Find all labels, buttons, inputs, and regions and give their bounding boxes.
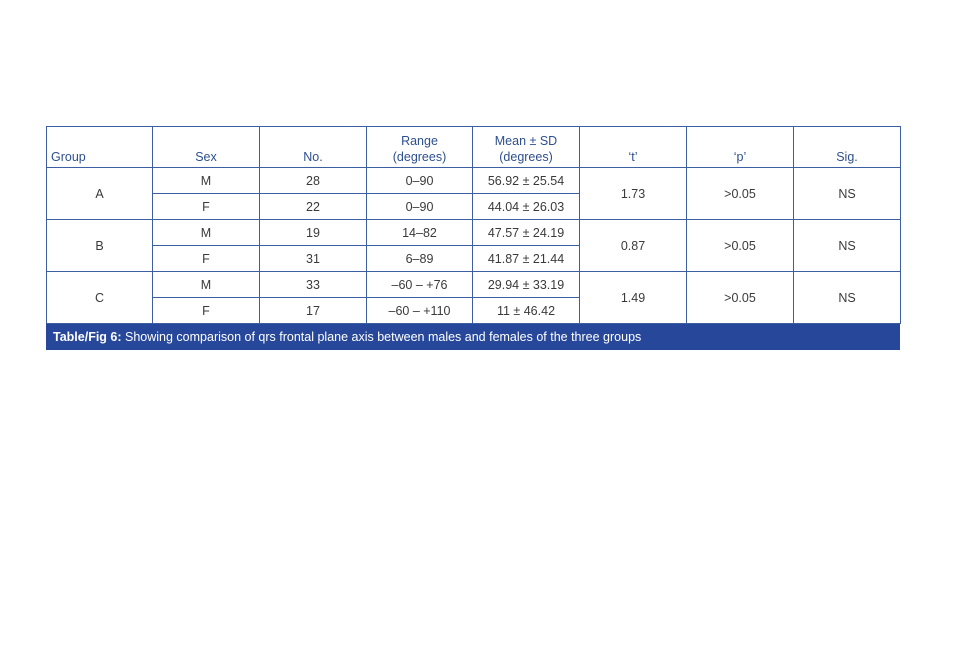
sig-cell: NS	[794, 168, 901, 220]
header-p: ‘p’	[687, 127, 794, 168]
no-cell: 33	[260, 272, 367, 298]
header-range-line1: Range	[401, 134, 438, 148]
caption-text: Showing comparison of qrs frontal plane axis between males and females of the three groups	[121, 330, 642, 344]
t-cell: 0.87	[580, 220, 687, 272]
table-row	[47, 272, 901, 298]
range-cell: –60 – +110	[367, 298, 473, 324]
range-cell: 6–89	[367, 246, 473, 272]
sex-cell: M	[153, 168, 260, 194]
range-cell: 14–82	[367, 220, 473, 246]
sex-cell: M	[153, 220, 260, 246]
mean-sd-cell: 11 ± 46.42	[473, 298, 580, 324]
data-table	[46, 126, 901, 324]
sig-cell: NS	[794, 220, 901, 272]
sex-cell: F	[153, 246, 260, 272]
no-cell: 17	[260, 298, 367, 324]
t-cell: 1.73	[580, 168, 687, 220]
header-group: Group	[47, 127, 153, 168]
sex-cell: F	[153, 298, 260, 324]
range-cell: 0–90	[367, 194, 473, 220]
group-cell: B	[47, 220, 153, 272]
no-cell: 28	[260, 168, 367, 194]
group-cell: C	[47, 272, 153, 324]
group-cell: A	[47, 168, 153, 220]
no-cell: 22	[260, 194, 367, 220]
mean-sd-cell: 47.57 ± 24.19	[473, 220, 580, 246]
caption-label: Table/Fig 6:	[53, 330, 122, 344]
mean-sd-cell: 56.92 ± 25.54	[473, 168, 580, 194]
sex-cell: F	[153, 194, 260, 220]
header-row	[47, 127, 901, 168]
header-t: ‘t’	[580, 127, 687, 168]
table-row	[47, 168, 901, 194]
sex-cell: M	[153, 272, 260, 298]
header-no: No.	[260, 127, 367, 168]
header-sex: Sex	[153, 127, 260, 168]
table-caption	[46, 324, 900, 350]
header-mean-line2: (degrees)	[499, 150, 553, 164]
sig-cell: NS	[794, 272, 901, 324]
p-cell: >0.05	[687, 220, 794, 272]
mean-sd-cell: 44.04 ± 26.03	[473, 194, 580, 220]
no-cell: 31	[260, 246, 367, 272]
mean-sd-cell: 29.94 ± 33.19	[473, 272, 580, 298]
range-cell: 0–90	[367, 168, 473, 194]
no-cell: 19	[260, 220, 367, 246]
header-range-line2: (degrees)	[392, 150, 447, 164]
range-cell: –60 – +76	[367, 272, 473, 298]
header-range	[367, 127, 473, 168]
mean-sd-cell: 41.87 ± 21.44	[473, 246, 580, 272]
header-mean-line1: Mean ± SD	[494, 134, 558, 148]
table-row	[47, 220, 901, 246]
table-figure	[46, 126, 900, 350]
p-cell: >0.05	[687, 272, 794, 324]
t-cell: 1.49	[580, 272, 687, 324]
header-sig: Sig.	[794, 127, 901, 168]
p-cell: >0.05	[687, 168, 794, 220]
header-mean-sd	[473, 127, 580, 168]
